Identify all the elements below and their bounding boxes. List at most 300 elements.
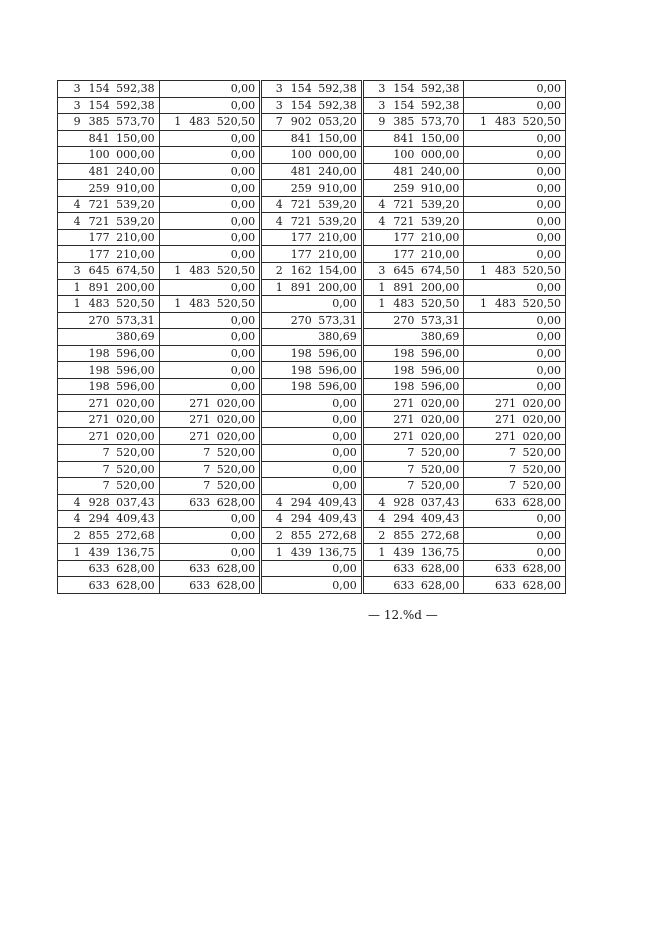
table-cell bbox=[261, 395, 363, 412]
digit-group: 3 bbox=[378, 82, 386, 96]
digit-group: 3 bbox=[378, 98, 386, 112]
digit-group: 483 bbox=[189, 115, 211, 129]
digit-group: 200,00 bbox=[420, 280, 460, 294]
digit-group: 100 bbox=[290, 148, 312, 162]
digit-group: 154 bbox=[290, 98, 312, 112]
table-cell bbox=[464, 378, 566, 395]
table-row bbox=[58, 81, 566, 98]
digit-group: 596,00 bbox=[116, 380, 155, 394]
digit-group: 628,00 bbox=[522, 495, 561, 509]
table-cell bbox=[58, 560, 160, 577]
digit-group: 0,00 bbox=[536, 363, 561, 377]
digit-group: 4 bbox=[73, 512, 81, 526]
digit-group: 596,00 bbox=[116, 347, 155, 361]
digit-group: 520,00 bbox=[522, 462, 561, 476]
digit-group: 628,00 bbox=[216, 578, 256, 592]
digit-group: 100 bbox=[88, 148, 110, 162]
table-cell bbox=[261, 329, 363, 346]
digit-group: 0,00 bbox=[230, 165, 256, 178]
digit-group: 380,69 bbox=[318, 330, 357, 344]
table-cell bbox=[58, 329, 160, 346]
digit-group: 633 bbox=[495, 495, 516, 509]
table-cell bbox=[464, 362, 566, 379]
digit-group: 721 bbox=[290, 198, 312, 212]
digit-group: 272,68 bbox=[116, 529, 155, 543]
table-cell bbox=[362, 560, 464, 577]
table-row bbox=[58, 263, 566, 280]
digit-group: 020,00 bbox=[420, 413, 460, 427]
table-cell bbox=[362, 527, 464, 544]
digit-group: 198 bbox=[393, 380, 415, 394]
digit-group: 210,00 bbox=[116, 247, 155, 261]
digit-group: 483 bbox=[495, 115, 516, 129]
table-row bbox=[58, 163, 566, 180]
digit-group: 0,00 bbox=[230, 280, 256, 294]
table-cell bbox=[159, 478, 261, 495]
digit-group: 271 bbox=[189, 429, 211, 443]
table-row bbox=[58, 130, 566, 147]
table-row bbox=[58, 544, 566, 561]
digit-group: 520,50 bbox=[522, 297, 561, 311]
table-cell bbox=[58, 527, 160, 544]
digit-group: 136,75 bbox=[318, 545, 357, 559]
table-row bbox=[58, 378, 566, 395]
digit-group: 177 bbox=[88, 247, 110, 261]
digit-group: 385 bbox=[88, 115, 110, 129]
digit-group: 0,00 bbox=[536, 82, 561, 96]
digit-group: 633 bbox=[393, 578, 415, 592]
table-cell bbox=[261, 560, 363, 577]
table-cell bbox=[464, 312, 566, 329]
digit-group: 1 bbox=[73, 545, 81, 559]
table-cell bbox=[261, 130, 363, 147]
table-cell bbox=[464, 246, 566, 263]
digit-group: 1 bbox=[378, 297, 386, 311]
digit-group: 633 bbox=[189, 495, 211, 509]
digit-group: 154 bbox=[290, 82, 312, 96]
digit-group: 0,00 bbox=[332, 429, 357, 443]
table-cell bbox=[58, 445, 160, 462]
digit-group: 0,00 bbox=[536, 347, 561, 361]
digit-group: 270 bbox=[290, 313, 312, 327]
table-cell bbox=[464, 411, 566, 428]
table-cell bbox=[464, 81, 566, 98]
digit-group: 2 bbox=[275, 264, 283, 278]
table-cell bbox=[159, 378, 261, 395]
digit-group: 3 bbox=[73, 98, 81, 112]
digit-group: 520,00 bbox=[216, 479, 256, 493]
table-cell bbox=[464, 544, 566, 561]
digit-group: 0,00 bbox=[332, 578, 357, 592]
table-cell bbox=[58, 511, 160, 528]
digit-group: 7 bbox=[203, 479, 211, 493]
digit-group: 539,20 bbox=[420, 214, 460, 228]
digit-group: 154 bbox=[88, 82, 110, 96]
digit-group: 271 bbox=[495, 429, 516, 443]
table-row bbox=[58, 445, 566, 462]
digit-group: 7 bbox=[102, 462, 110, 476]
digit-group: 272,68 bbox=[420, 529, 460, 543]
table-cell bbox=[261, 263, 363, 280]
table-cell bbox=[159, 229, 261, 246]
digit-group: 210,00 bbox=[116, 231, 155, 245]
digit-group: 596,00 bbox=[420, 363, 460, 377]
digit-group: 902 bbox=[290, 115, 312, 129]
table-cell bbox=[362, 345, 464, 362]
table-cell bbox=[58, 494, 160, 511]
digit-group: 841 bbox=[88, 131, 110, 145]
digit-group: 7 bbox=[203, 462, 211, 476]
table-row bbox=[58, 527, 566, 544]
digit-group: 483 bbox=[189, 297, 211, 311]
table-cell bbox=[58, 196, 160, 213]
digit-group: 7 bbox=[509, 462, 516, 476]
digit-group: 539,20 bbox=[318, 198, 357, 212]
table-cell bbox=[362, 544, 464, 561]
table-cell bbox=[261, 461, 363, 478]
table-cell bbox=[159, 395, 261, 412]
digit-group: 539,20 bbox=[116, 198, 155, 212]
table-row bbox=[58, 213, 566, 230]
digit-group: 592,38 bbox=[420, 82, 460, 96]
digit-group: 520,50 bbox=[420, 297, 460, 311]
digit-group: 596,00 bbox=[116, 363, 155, 377]
table-cell bbox=[464, 577, 566, 594]
digit-group: 520,00 bbox=[522, 479, 561, 493]
table-cell bbox=[58, 279, 160, 296]
table-cell bbox=[362, 279, 464, 296]
digit-group: 259 bbox=[88, 181, 110, 195]
digit-group: 150,00 bbox=[116, 131, 155, 145]
table-cell bbox=[261, 527, 363, 544]
digit-group: 020,00 bbox=[216, 396, 256, 410]
digit-group: 0,00 bbox=[230, 98, 256, 112]
table-cell bbox=[362, 97, 464, 114]
digit-group: 520,00 bbox=[522, 446, 561, 460]
digit-group: 520,00 bbox=[116, 446, 155, 460]
table-cell bbox=[362, 163, 464, 180]
digit-group: 020,00 bbox=[522, 396, 561, 410]
digit-group: 200,00 bbox=[116, 280, 155, 294]
table-cell bbox=[261, 577, 363, 594]
digit-group: 271 bbox=[88, 429, 110, 443]
table-cell bbox=[362, 329, 464, 346]
digit-group: 520,00 bbox=[216, 462, 256, 476]
table-cell bbox=[58, 130, 160, 147]
digit-group: 294 bbox=[290, 495, 312, 509]
table-cell bbox=[362, 213, 464, 230]
digit-group: 037,43 bbox=[116, 495, 155, 509]
digit-group: 177 bbox=[393, 231, 415, 245]
table-cell bbox=[362, 362, 464, 379]
digit-group: 483 bbox=[495, 297, 516, 311]
table-cell bbox=[362, 428, 464, 445]
table-cell bbox=[362, 296, 464, 313]
table-cell bbox=[464, 130, 566, 147]
digit-group: 645 bbox=[88, 264, 110, 278]
digit-group: 271 bbox=[88, 396, 110, 410]
digit-group: 1 bbox=[480, 264, 487, 278]
digit-group: 0,00 bbox=[230, 313, 256, 327]
digit-group: 409,43 bbox=[116, 512, 155, 526]
table-cell bbox=[159, 511, 261, 528]
digit-group: 483 bbox=[495, 264, 516, 278]
digit-group: 0,00 bbox=[230, 363, 256, 377]
table-cell bbox=[159, 428, 261, 445]
table-row bbox=[58, 478, 566, 495]
digit-group: 0,00 bbox=[536, 131, 561, 145]
table-cell bbox=[464, 395, 566, 412]
table-cell bbox=[159, 345, 261, 362]
digit-group: 240,00 bbox=[420, 165, 460, 178]
digit-group: 439 bbox=[290, 545, 312, 559]
table-cell bbox=[159, 527, 261, 544]
digit-group: 721 bbox=[88, 198, 110, 212]
digit-group: 483 bbox=[88, 297, 110, 311]
digit-group: 0,00 bbox=[230, 247, 256, 261]
table-cell bbox=[362, 246, 464, 263]
digit-group: 628,00 bbox=[522, 562, 561, 576]
digit-group: 891 bbox=[88, 280, 110, 294]
digit-group: 633 bbox=[495, 578, 516, 592]
digit-group: 4 bbox=[73, 495, 81, 509]
digit-group: 4 bbox=[378, 198, 386, 212]
digit-group: 539,20 bbox=[420, 198, 460, 212]
digit-group: 573,70 bbox=[420, 115, 460, 129]
digit-group: 198 bbox=[88, 380, 110, 394]
table-cell bbox=[58, 312, 160, 329]
digit-group: 0,00 bbox=[536, 545, 561, 559]
table-cell bbox=[362, 114, 464, 131]
digit-group: 0,00 bbox=[536, 181, 561, 195]
digit-group: 1 bbox=[480, 115, 487, 129]
digit-group: 177 bbox=[88, 231, 110, 245]
table-cell bbox=[58, 213, 160, 230]
digit-group: 154 bbox=[393, 98, 415, 112]
digit-group: 7 bbox=[509, 479, 516, 493]
digit-group: 520,00 bbox=[116, 462, 155, 476]
table-cell bbox=[464, 279, 566, 296]
table-cell bbox=[464, 428, 566, 445]
digit-group: 240,00 bbox=[318, 165, 357, 178]
digit-group: 3 bbox=[275, 98, 283, 112]
table-cell bbox=[58, 180, 160, 197]
digit-group: 573,31 bbox=[116, 313, 155, 327]
digit-group: 177 bbox=[393, 247, 415, 261]
digit-group: 9 bbox=[378, 115, 386, 129]
digit-group: 1 bbox=[378, 545, 386, 559]
digit-group: 0,00 bbox=[536, 330, 561, 344]
digit-group: 645 bbox=[393, 264, 415, 278]
digit-group: 210,00 bbox=[420, 231, 460, 245]
digit-group: 596,00 bbox=[318, 380, 357, 394]
digit-group: 928 bbox=[393, 495, 415, 509]
digit-group: 259 bbox=[393, 181, 415, 195]
digit-group: 1 bbox=[275, 545, 283, 559]
digit-group: 0,00 bbox=[230, 148, 256, 162]
table-cell bbox=[261, 229, 363, 246]
table-row bbox=[58, 461, 566, 478]
table-cell bbox=[58, 428, 160, 445]
digit-group: 3 bbox=[378, 264, 386, 278]
table-cell bbox=[58, 395, 160, 412]
table-row bbox=[58, 279, 566, 296]
table-cell bbox=[464, 114, 566, 131]
table-cell bbox=[159, 296, 261, 313]
table-cell bbox=[58, 263, 160, 280]
digit-group: 2 bbox=[73, 529, 81, 543]
digit-group: 154,00 bbox=[318, 264, 357, 278]
table-cell bbox=[464, 163, 566, 180]
digit-group: 2 bbox=[275, 529, 283, 543]
digit-group: 721 bbox=[393, 198, 415, 212]
ledger-table bbox=[57, 80, 566, 594]
digit-group: 020,00 bbox=[216, 429, 256, 443]
table-cell bbox=[362, 494, 464, 511]
digit-group: 198 bbox=[290, 380, 312, 394]
digit-group: 0,00 bbox=[230, 529, 256, 543]
digit-group: 0,00 bbox=[332, 413, 357, 427]
digit-group: 520,00 bbox=[420, 446, 460, 460]
table-cell bbox=[261, 97, 363, 114]
digit-group: 628,00 bbox=[216, 562, 256, 576]
digit-group: 520,00 bbox=[420, 462, 460, 476]
table-cell bbox=[261, 478, 363, 495]
table-row bbox=[58, 411, 566, 428]
digit-group: 259 bbox=[290, 181, 312, 195]
table-cell bbox=[464, 345, 566, 362]
table-cell bbox=[159, 461, 261, 478]
table-row bbox=[58, 229, 566, 246]
table-cell bbox=[261, 345, 363, 362]
table-cell bbox=[261, 378, 363, 395]
table-cell bbox=[159, 411, 261, 428]
digit-group: 520,00 bbox=[116, 479, 155, 493]
digit-group: 520,00 bbox=[216, 446, 256, 460]
digit-group: 020,00 bbox=[116, 396, 155, 410]
digit-group: 928 bbox=[88, 495, 110, 509]
digit-group: 596,00 bbox=[420, 380, 460, 394]
digit-group: 520,50 bbox=[216, 297, 256, 311]
digit-group: 409,43 bbox=[318, 512, 357, 526]
table-cell bbox=[261, 246, 363, 263]
table-cell bbox=[159, 362, 261, 379]
digit-group: 000,00 bbox=[420, 148, 460, 162]
digit-group: 3 bbox=[73, 264, 81, 278]
table-row bbox=[58, 329, 566, 346]
digit-group: 020,00 bbox=[522, 413, 561, 427]
digit-group: 674,50 bbox=[116, 264, 155, 278]
table-row bbox=[58, 577, 566, 594]
table-cell bbox=[58, 296, 160, 313]
digit-group: 674,50 bbox=[420, 264, 460, 278]
digit-group: 150,00 bbox=[318, 131, 357, 145]
digit-group: 4 bbox=[275, 512, 283, 526]
digit-group: 7 bbox=[203, 446, 211, 460]
table-cell bbox=[362, 130, 464, 147]
table-cell bbox=[159, 147, 261, 164]
digit-group: 198 bbox=[88, 347, 110, 361]
table-cell bbox=[159, 81, 261, 98]
digit-group: 596,00 bbox=[420, 347, 460, 361]
table-cell bbox=[464, 147, 566, 164]
digit-group: 271 bbox=[189, 413, 211, 427]
digit-group: 633 bbox=[189, 562, 211, 576]
digit-group: 596,00 bbox=[318, 363, 357, 377]
table-cell bbox=[464, 263, 566, 280]
digit-group: 000,00 bbox=[116, 148, 155, 162]
digit-group: 053,20 bbox=[318, 115, 357, 129]
digit-group: 177 bbox=[290, 247, 312, 261]
digit-group: 628,00 bbox=[216, 495, 256, 509]
digit-group: 628,00 bbox=[420, 578, 460, 592]
table-row bbox=[58, 560, 566, 577]
table-row bbox=[58, 196, 566, 213]
digit-group: 891 bbox=[290, 280, 312, 294]
digit-group: 0,00 bbox=[230, 231, 256, 245]
digit-group: 4 bbox=[275, 214, 283, 228]
digit-group: 270 bbox=[393, 313, 415, 327]
table-cell bbox=[464, 560, 566, 577]
table-row bbox=[58, 362, 566, 379]
digit-group: 592,38 bbox=[116, 82, 155, 96]
table-cell bbox=[464, 478, 566, 495]
table-cell bbox=[58, 345, 160, 362]
table-cell bbox=[464, 329, 566, 346]
digit-group: 721 bbox=[290, 214, 312, 228]
digit-group: 841 bbox=[393, 131, 415, 145]
digit-group: 294 bbox=[290, 512, 312, 526]
table-cell bbox=[159, 196, 261, 213]
digit-group: 910,00 bbox=[116, 181, 155, 195]
digit-group: 4 bbox=[275, 198, 283, 212]
digit-group: 0,00 bbox=[230, 82, 256, 96]
digit-group: 910,00 bbox=[420, 181, 460, 195]
table-cell bbox=[159, 445, 261, 462]
table-cell bbox=[261, 296, 363, 313]
digit-group: 0,00 bbox=[332, 462, 357, 476]
digit-group: 573,31 bbox=[318, 313, 357, 327]
table-cell bbox=[464, 527, 566, 544]
table-cell bbox=[362, 577, 464, 594]
table-cell bbox=[159, 130, 261, 147]
table-cell bbox=[159, 114, 261, 131]
digit-group: 1 bbox=[480, 297, 487, 311]
digit-group: 380,69 bbox=[116, 330, 155, 344]
table-cell bbox=[159, 329, 261, 346]
table-cell bbox=[362, 196, 464, 213]
digit-group: 520,50 bbox=[216, 115, 256, 129]
digit-group: 0,00 bbox=[230, 198, 256, 212]
table-cell bbox=[261, 147, 363, 164]
table-cell bbox=[464, 494, 566, 511]
digit-group: 0,00 bbox=[230, 330, 256, 344]
digit-group: 0,00 bbox=[230, 512, 256, 526]
digit-group: 271 bbox=[495, 396, 516, 410]
table-cell bbox=[159, 213, 261, 230]
digit-group: 020,00 bbox=[116, 413, 155, 427]
digit-group: 200,00 bbox=[318, 280, 357, 294]
table-row bbox=[58, 345, 566, 362]
table-cell bbox=[159, 494, 261, 511]
digit-group: 7 bbox=[509, 446, 516, 460]
digit-group: 592,38 bbox=[318, 82, 357, 96]
digit-group: 855 bbox=[290, 529, 312, 543]
table-cell bbox=[159, 577, 261, 594]
digit-group: 633 bbox=[88, 578, 110, 592]
digit-group: 7 bbox=[407, 446, 415, 460]
table-cell bbox=[159, 246, 261, 263]
